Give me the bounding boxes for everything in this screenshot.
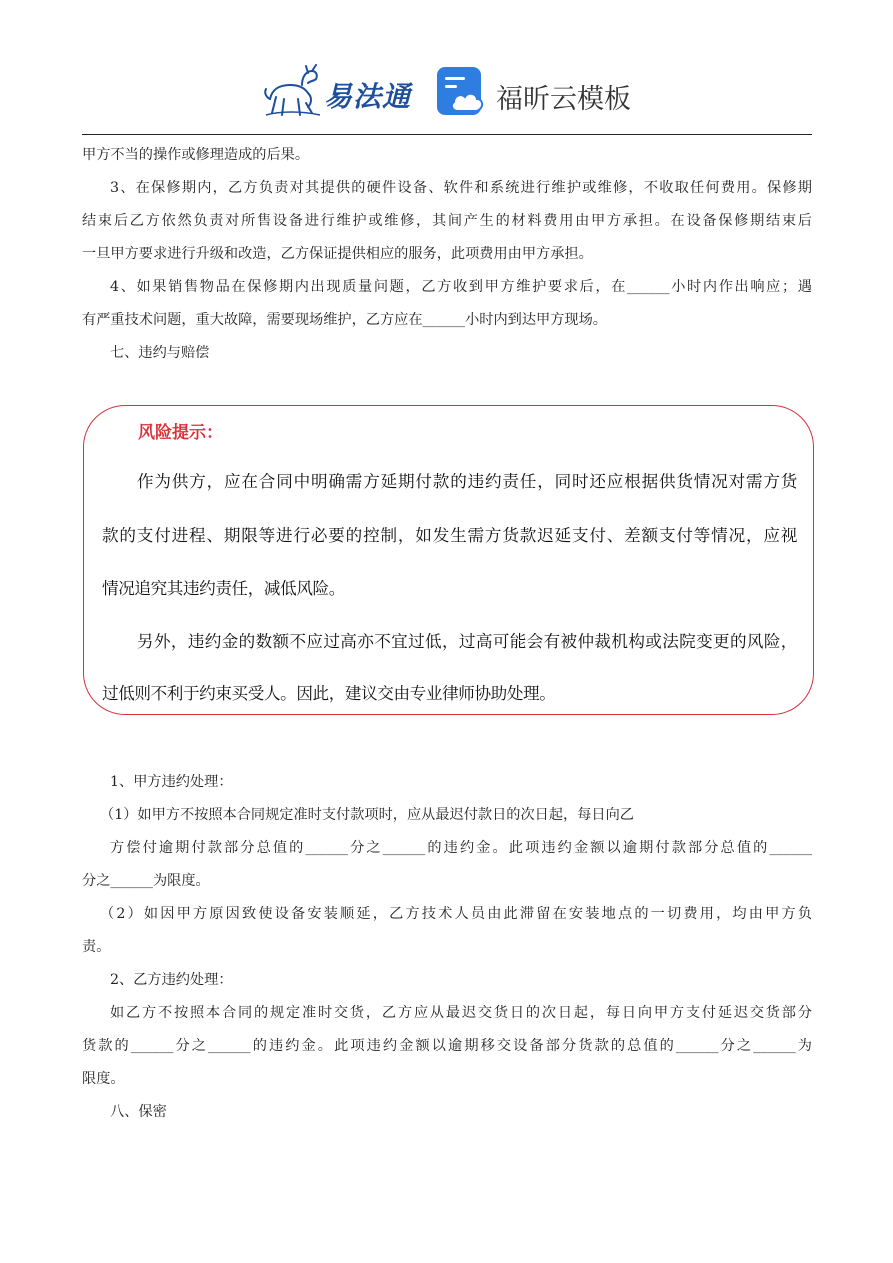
paragraph-line: 一旦甲方要求进行升级和改造，乙方保证提供相应的服务，此项费用由甲方承担。: [82, 246, 593, 262]
yifatong-brand-text: 易法通: [324, 80, 412, 113]
paragraph-line: 3、在保修期内，乙方负责对其提供的硬件设备、软件和系统进行维护或维修，不收取任何费用。保修期: [110, 180, 812, 196]
risk-notice-title: 风险提示：: [138, 423, 223, 443]
paragraph-line: 1、甲方违约处理：: [110, 774, 233, 790]
paragraph-line: （2）如因甲方原因致使设备安装顺延，乙方技术人员由此滞留在安装地点的一切费用，均由甲方负: [100, 906, 812, 922]
contract-section-bottom: [82, 766, 812, 1129]
paragraph-line: 分之______为限度。: [82, 873, 210, 889]
qilin-icon: [262, 63, 324, 119]
paragraph-line: 货款的______分之______的违约金。此项违约金额以逾期移交设备部分货款的总值的______分之______为: [82, 1038, 812, 1054]
paragraph-line: 结束后乙方依然负责对所售设备进行维护或维修，其间产生的材料费用由甲方承担。在设备保修期结束后: [82, 213, 812, 229]
contract-section-top: [82, 139, 812, 370]
risk-notice-line: 情况追究其违约责任，减低风险。: [102, 579, 345, 598]
risk-notice-line: 作为供方，应在合同中明确需方延期付款的违约责任，同时还应根据供货情况对需方货: [137, 472, 797, 491]
fuxin-cloud-icon: [436, 65, 488, 119]
paragraph-line: 限度。: [82, 1071, 125, 1087]
paragraph-line: 有严重技术问题，重大故障，需要现场维护，乙方应在______小时内到达甲方现场。: [82, 312, 607, 328]
paragraph-line: 如乙方不按照本合同的规定准时交货，乙方应从最迟交货日的次日起，每日向甲方支付延迟交货部分: [110, 1005, 812, 1021]
paragraph-line: 方偿付逾期付款部分总值的______分之______的违约金。此项违约金额以逾期付款部分总值的______: [110, 840, 812, 856]
risk-notice-box: [83, 405, 814, 715]
section-heading: 八、保密: [110, 1104, 167, 1120]
risk-notice-line: 款的支付进程、期限等进行必要的控制，如发生需方货款迟延支付、差额支付等情况，应视: [102, 526, 797, 545]
fuxin-brand-text: 福昕云模板: [496, 84, 631, 115]
risk-notice-line: 另外，违约金的数额不应过高亦不宜过低，过高可能会有被仲裁机构或法院变更的风险，: [137, 632, 797, 651]
section-heading: 七、违约与赔偿: [110, 345, 210, 361]
risk-notice-line: 过低则不利于约束买受人。因此，建议交由专业律师协助处理。: [102, 684, 556, 703]
paragraph-line: 甲方不当的操作或修理造成的后果。: [82, 147, 310, 163]
paragraph-line: 责。: [82, 939, 111, 955]
fuxin-logo: [436, 65, 636, 119]
paragraph-line: 4、如果销售物品在保修期内出现质量问题，乙方收到甲方维护要求后，在______小时内作出响应；遇: [110, 279, 812, 295]
header-divider: [82, 134, 812, 135]
page-header: [0, 55, 893, 125]
yifatong-logo: [262, 63, 412, 119]
paragraph-line: 2、乙方违约处理：: [110, 972, 233, 988]
paragraph-line: （1）如甲方不按照本合同规定准时支付款项时，应从最迟付款日的次日起，每日向乙: [100, 807, 634, 823]
